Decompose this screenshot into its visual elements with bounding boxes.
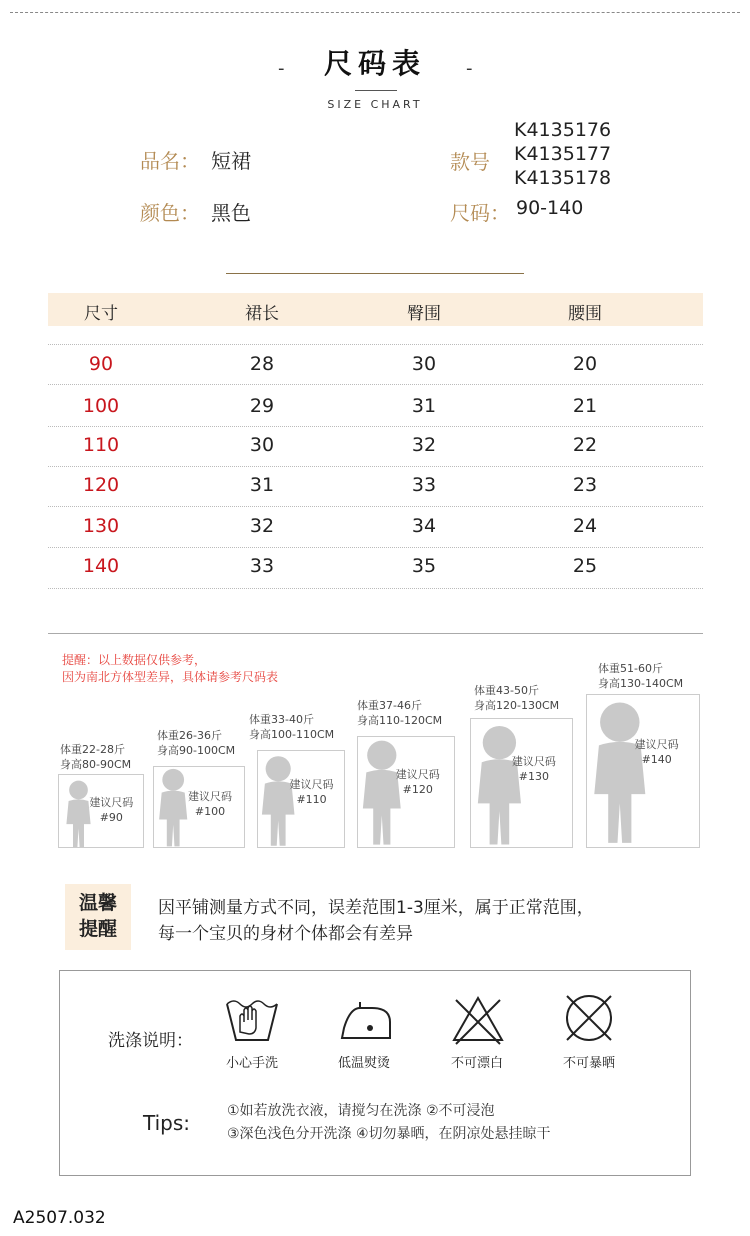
product-code-footer: A2507.032: [13, 1208, 106, 1228]
reminder-line: 因为南北方体型差异，具体请参考尺码表: [62, 670, 279, 684]
product-name-value: 短裙: [211, 149, 251, 173]
cell-hip: 35: [411, 555, 437, 577]
cell-waist: 23: [572, 474, 598, 496]
size-guide-label: [60, 742, 131, 772]
row-divider: [48, 344, 703, 345]
cell-waist: 20: [572, 353, 598, 375]
header-hip: 臀围: [407, 304, 441, 324]
style-number-label: 款号: [450, 150, 490, 174]
care-caption: 不可暴晒: [562, 1056, 616, 1071]
size-guide-label: [249, 712, 334, 742]
header-size: 尺寸: [84, 304, 118, 324]
tips-line: ①如若放洗衣液，请搅匀在洗涤 ②不可浸泡: [227, 1103, 495, 1119]
cell-waist: 22: [572, 434, 598, 456]
cell-waist: 25: [572, 555, 598, 577]
suggested-size-value: #100: [194, 804, 226, 818]
title-container: [0, 42, 750, 82]
suggested-size-label: 建议尺码: [89, 795, 134, 809]
suggested-size-value: #140: [641, 753, 672, 767]
tips-label: Tips:: [143, 1111, 191, 1135]
size-guide-label: [157, 728, 235, 758]
warm-title: 温馨: [78, 892, 117, 914]
low-iron-icon: [336, 998, 396, 1044]
cell-size: 140: [82, 555, 120, 577]
height-range: 身高80-90CM: [60, 758, 132, 771]
suggested-size-value: #130: [518, 770, 549, 784]
size-guide-label: [357, 698, 442, 728]
suggested-size: [272, 777, 352, 807]
suggested-size: [494, 754, 574, 784]
height-range: 身高110-120CM: [357, 714, 443, 727]
cell-size: 90: [88, 353, 114, 375]
child-silhouette-icon: [585, 699, 655, 850]
cell-hip: 31: [411, 395, 437, 417]
info-divider: [226, 273, 524, 274]
height-range: 身高120-130CM: [474, 699, 560, 712]
hand-wash-icon: [222, 996, 282, 1046]
cell-skirt-length: 29: [249, 395, 275, 417]
height-range: 身高130-140CM: [598, 677, 684, 690]
row-divider: [48, 588, 703, 589]
page-subtitle: SIZE CHART: [327, 98, 423, 111]
height-range: 身高90-100CM: [157, 744, 236, 757]
cell-size: 100: [82, 395, 120, 417]
height-range: 身高100-110CM: [249, 728, 335, 741]
size-table-header: [48, 293, 703, 326]
size-range-label: 尺码：: [450, 201, 510, 225]
suggested-size-label: 建议尺码: [511, 755, 556, 769]
style-code: K4135177: [514, 143, 612, 165]
cell-hip: 30: [411, 353, 437, 375]
child-silhouette-icon: [470, 723, 529, 850]
color-value: 黑色: [211, 201, 251, 225]
title-right-dash: -: [466, 58, 473, 79]
warm-reminder-text: [158, 895, 594, 947]
page-title: 尺码表: [323, 47, 426, 80]
care-caption: 不可漂白: [450, 1056, 504, 1071]
style-code: K4135178: [514, 167, 612, 189]
cell-size: 130: [82, 515, 120, 537]
reminder-line: 提醒：以上数据仅供参考，: [62, 653, 207, 667]
suggested-size-value: #110: [296, 793, 327, 807]
cell-hip: 34: [411, 515, 437, 537]
cell-waist: 24: [572, 515, 598, 537]
suggested-size-value: #90: [99, 810, 123, 824]
weight-range: 体重43-50斤: [474, 684, 539, 697]
cell-waist: 21: [572, 395, 598, 417]
title-left-dash: -: [278, 58, 285, 79]
cell-skirt-length: 33: [249, 555, 275, 577]
care-caption: 低温熨烫: [337, 1056, 391, 1071]
row-divider: [48, 506, 703, 507]
weight-range: 体重22-28斤: [60, 743, 125, 756]
weight-range: 体重26-36斤: [157, 729, 222, 742]
row-divider: [48, 466, 703, 467]
size-range-value: 90-140: [516, 197, 584, 219]
suggested-size-label: 建议尺码: [634, 738, 679, 752]
size-guide-label: [598, 661, 683, 691]
care-label: 洗涤说明：: [108, 1031, 193, 1051]
cell-hip: 32: [411, 434, 437, 456]
no-bleach-icon: [450, 994, 506, 1046]
row-divider: [48, 547, 703, 548]
cell-size: 110: [82, 434, 120, 456]
suggested-size-label: 建议尺码: [395, 768, 440, 782]
suggested-size-label: 建议尺码: [289, 778, 334, 792]
warm-reminder-badge: [65, 884, 131, 950]
size-guide-label: [474, 683, 559, 713]
row-divider: [48, 426, 703, 427]
suggested-size: [617, 737, 697, 767]
color-label: 颜色：: [140, 201, 200, 225]
row-divider: [48, 384, 703, 385]
reminder-note: [62, 652, 278, 686]
tips-line: ③深色浅色分开洗涤 ④切勿暴晒，在阴凉处悬挂晾干: [227, 1126, 551, 1142]
weight-range: 体重37-46斤: [357, 699, 422, 712]
warm-text-line: 每一个宝贝的身材个体都会有差异: [158, 924, 413, 944]
suggested-size: [170, 789, 250, 819]
product-name-label: 品名：: [140, 149, 200, 173]
weight-range: 体重33-40斤: [249, 713, 314, 726]
cell-skirt-length: 30: [249, 434, 275, 456]
weight-range: 体重51-60斤: [598, 662, 663, 675]
cell-skirt-length: 32: [249, 515, 275, 537]
style-code-list: [514, 118, 611, 190]
care-caption: 小心手洗: [225, 1056, 279, 1071]
title-underline: [355, 90, 397, 91]
warm-title: 提醒: [78, 918, 117, 940]
section-divider: [48, 633, 703, 634]
header-waist: 腰围: [568, 304, 602, 324]
suggested-size: [378, 767, 458, 797]
warm-text-line: 因平铺测量方式不同，误差范围1-3厘米，属于正常范围，: [158, 898, 594, 918]
header-skirt-length: 裙长: [245, 304, 279, 324]
cell-hip: 33: [411, 474, 437, 496]
cell-skirt-length: 28: [249, 353, 275, 375]
suggested-size-value: #120: [402, 783, 433, 797]
suggested-size: [71, 795, 151, 825]
cell-skirt-length: 31: [249, 474, 275, 496]
no-tumble-dry-icon: [561, 990, 617, 1046]
cell-size: 120: [82, 474, 120, 496]
style-code: K4135176: [514, 119, 612, 141]
suggested-size-label: 建议尺码: [188, 789, 233, 803]
top-dashed-divider: [10, 12, 740, 13]
